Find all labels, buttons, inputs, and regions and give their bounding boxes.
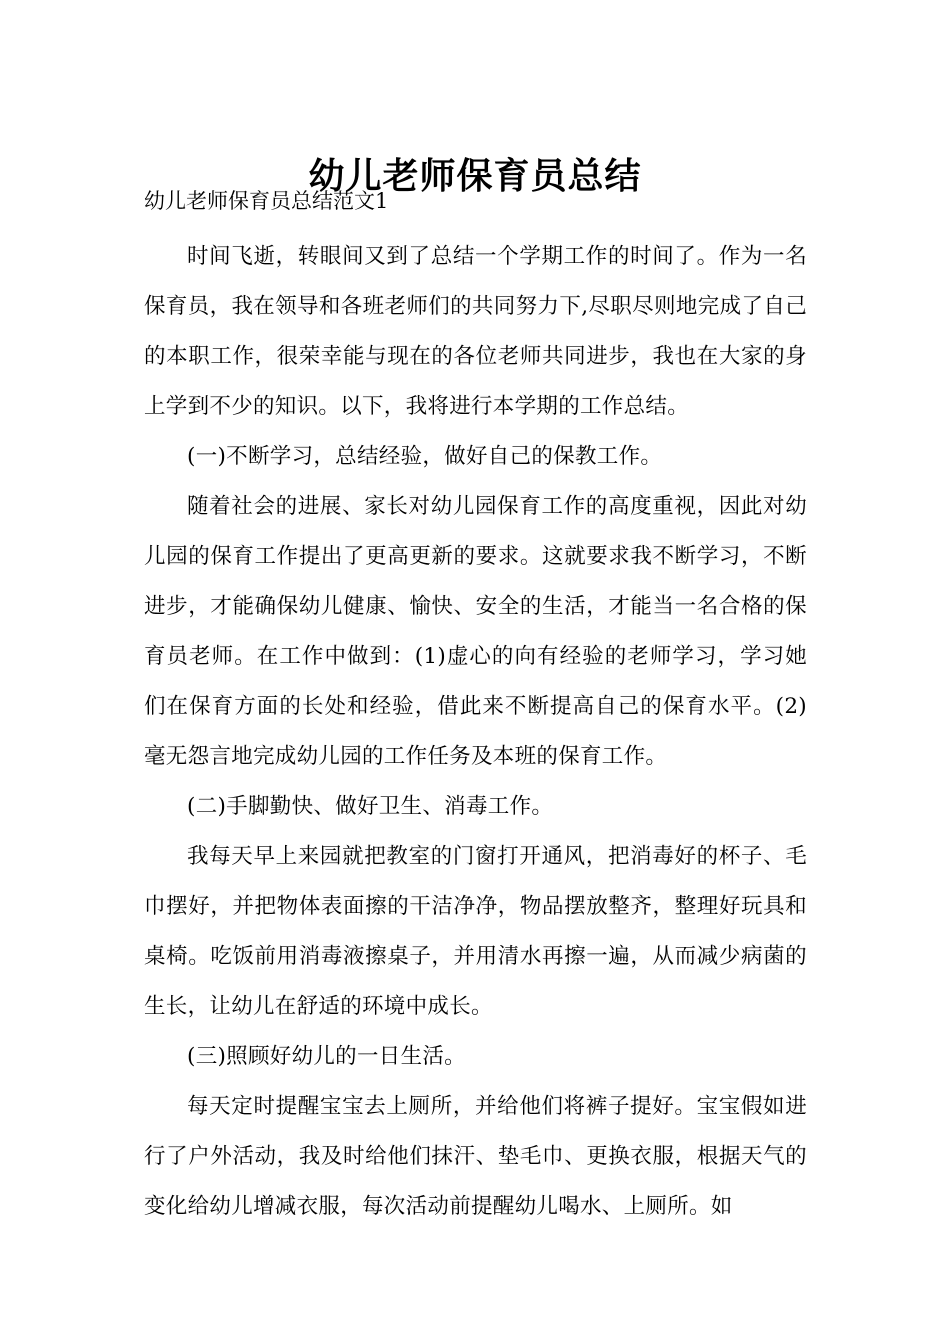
paragraph-hygiene: 我每天早上来园就把教室的门窗打开通风，把消毒好的杯子、毛巾摆好，并把物体表面擦的干洁净净，物品摆放整齐，整理好玩具和桌椅。吃饭前用消毒液擦桌子，并用清水再擦一遍，从而减少病菌的生长，让幼儿在舒适的环境中成长。 bbox=[144, 844, 807, 1019]
section-heading-2: (二)手脚勤快、做好卫生、消毒工作。 bbox=[187, 794, 554, 819]
paragraph-daily-care: 每天定时提醒宝宝去上厕所，并给他们将裤子提好。宝宝假如进行了户外活动，我及时给他们抹汗、垫毛巾、更换衣服，根据天气的变化给幼儿增减衣服，每次活动前提醒幼儿喝水、上厕所。如 bbox=[144, 1094, 807, 1219]
section-heading-3: (三)照顾好幼儿的一日生活。 bbox=[187, 1044, 466, 1069]
document-body bbox=[144, 232, 807, 1232]
section-heading-1: (一)不断学习，总结经验，做好自己的保教工作。 bbox=[187, 444, 663, 469]
paragraph-learning: 随着社会的进展、家长对幼儿园保育工作的高度重视，因此对幼儿园的保育工作提出了更高更新的要求。这就要求我不断学习，不断进步，才能确保幼儿健康、愉快、安全的生活，才能当一名合格的保育员老师。在工作中做到：(1)虚心的向有经验的老师学习，学习她们在保育方面的长处和经验，借此来不断提高自己的保育水平。(2)毫无怨言地完成幼儿园的工作任务及本班的保育工作。 bbox=[144, 494, 807, 769]
paragraph-intro: 时间飞逝，转眼间又到了总结一个学期工作的时间了。作为一名保育员，我在领导和各班老师们的共同努力下,尽职尽则地完成了自己的本职工作，很荣幸能与现在的各位老师共同进步，我也在大家的身上学到不少的知识。以下，我将进行本学期的工作总结。 bbox=[144, 244, 807, 419]
document-subtitle: 幼儿老师保育员总结范文1 bbox=[144, 189, 389, 213]
document-title: 幼儿老师保育员总结 bbox=[308, 156, 642, 198]
